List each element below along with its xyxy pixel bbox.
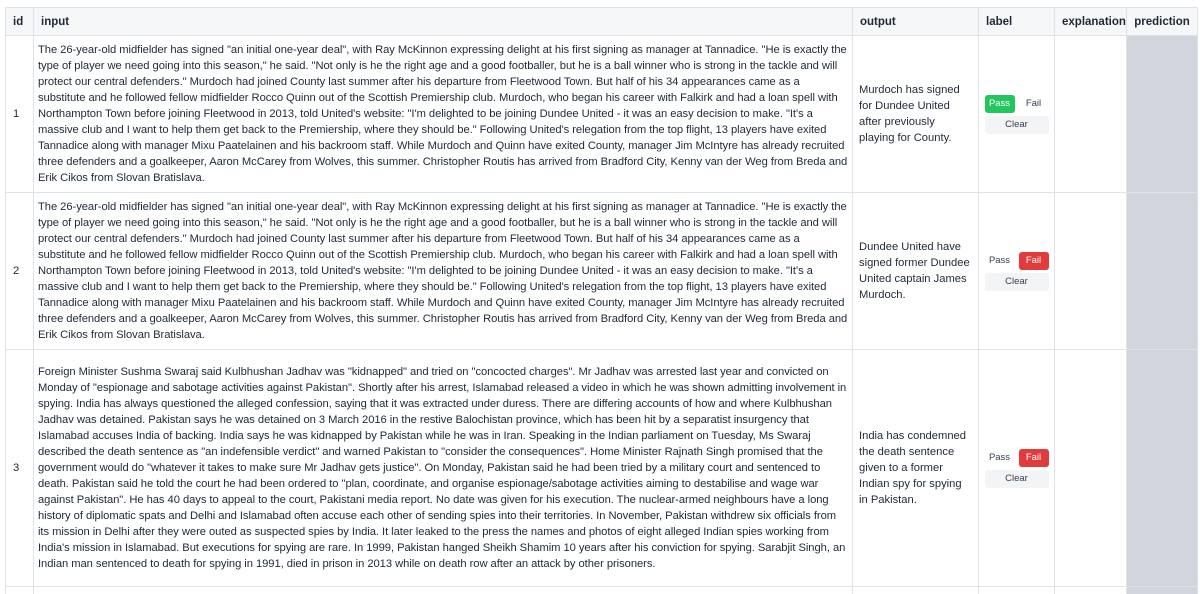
label-pass-fail-group bbox=[985, 95, 1049, 113]
row-input-cell bbox=[34, 587, 853, 594]
table-row bbox=[6, 350, 1198, 587]
table-row bbox=[6, 193, 1198, 350]
row-explanation-cell[interactable] bbox=[1055, 350, 1127, 587]
row-prediction-cell bbox=[1127, 36, 1198, 193]
row-label-cell bbox=[979, 193, 1055, 350]
row-explanation-cell[interactable] bbox=[1055, 193, 1127, 350]
row-id-cell bbox=[6, 587, 34, 594]
table-row bbox=[6, 36, 1198, 193]
row-prediction-cell bbox=[1127, 587, 1198, 594]
table-row-partial bbox=[6, 587, 1198, 594]
row-id-cell: 1 bbox=[6, 36, 34, 193]
column-header-label: label bbox=[979, 8, 1055, 36]
row-prediction-cell bbox=[1127, 350, 1198, 587]
fail-button[interactable]: Fail bbox=[1019, 449, 1049, 467]
pass-button[interactable]: Pass bbox=[985, 449, 1015, 467]
column-header-explanation: explanation bbox=[1055, 8, 1127, 36]
row-output-cell: Dundee United have signed former Dundee United captain James Murdoch. bbox=[853, 193, 979, 350]
label-controls bbox=[985, 252, 1049, 291]
fail-button[interactable]: Fail bbox=[1019, 252, 1049, 270]
column-header-output: output bbox=[853, 8, 979, 36]
row-id-cell: 2 bbox=[6, 193, 34, 350]
column-header-id: id bbox=[6, 8, 34, 36]
table-header-row bbox=[6, 8, 1198, 36]
row-label-cell bbox=[979, 587, 1055, 594]
annotation-table bbox=[5, 7, 1198, 594]
column-header-prediction: prediction bbox=[1127, 8, 1198, 36]
label-pass-fail-group bbox=[985, 449, 1049, 467]
row-label-cell bbox=[979, 350, 1055, 587]
row-prediction-cell bbox=[1127, 193, 1198, 350]
row-explanation-cell[interactable] bbox=[1055, 36, 1127, 193]
row-label-cell bbox=[979, 36, 1055, 193]
clear-button[interactable]: Clear bbox=[985, 470, 1049, 488]
row-id-cell: 3 bbox=[6, 350, 34, 587]
row-output-cell bbox=[853, 587, 979, 594]
row-output-cell: India has condemned the death sentence given to a former Indian spy for spying in Pakistan. bbox=[853, 350, 979, 587]
row-explanation-cell[interactable] bbox=[1055, 587, 1127, 594]
row-input-cell: Foreign Minister Sushma Swaraj said Kulbhushan Jadhav was "kidnapped" and tried on "concocted charges". Mr Jadhav was arrested last year and convicted on Monday of "espionage and sabotage activities against Pakistan". Shortly after his arrest, Islamabad released a video in which he was shown admitting involvement in spying. India has always questioned the alleged confession, saying that it was extracted under duress. There are differing accounts of how and where Kulbhushan Jadhav was detained. Pakistan says he was detained on 3 March 2016 in the restive Balochistan province, which has been hit by a separatist insurgency that Islamabad accuses India of backing. India says he was kidnapped by Pakistan while he was in Iran. Speaking in the Indian parliament on Tuesday, Ms Swaraj described the death sentence as "an indefensible verdict" and warned Pakistan to "consider the consequences". Home Minister Rajnath Singh promised that the government would do "whatever it takes to make sure Mr Jadhav gets justice". On Monday, Pakistan said he had been tried by a military court and sentenced to death. Pakistan said he told the court he had been ordered to "plan, coordinate, and organise espionage/sabotage activities aiming to destabilise and wage war against Pakistan". He has 40 days to appeal to the court, Pakistani media report. No date was given for his execution. The nuclear-armed neighbours have a long history of diplomatic spats and Delhi and Islamabad often accuse each other of sending spies into their territories. In November, Pakistan withdrew six officials from its mission in Delhi after they were outed as suspected spies by India. It later leaked to the press the names and photos of eight alleged Indian spies working from India's mission in Islamabad. But executions for spying are rare. In 1999, Pakistan hanged Sheikh Shamim 10 years after his conviction for spying. Sarabjit Singh, an Indian man sentenced to death for spying in 1991, died in prison in 2013 while on death row after an attack by other prisoners. bbox=[34, 350, 853, 587]
label-pass-fail-group bbox=[985, 252, 1049, 270]
fail-button[interactable]: Fail bbox=[1019, 95, 1049, 113]
row-input-cell: The 26-year-old midfielder has signed "an initial one-year deal", with Ray McKinnon expressing delight at his first signing as manager at Tannadice. "He is exactly the type of player we need going into this season," he said. "Not only is he the right age and a good footballer, but he is a ball winner who is strong in the tackle and will protect our central defenders." Murdoch had joined County last summer after his departure from Fleetwood Town. But half of his 34 appearances came as a substitute and he followed fellow midfielder Rocco Quinn out of the Scottish Premiership club. Murdoch, who began his career with Falkirk and had a loan spell with Northampton Town before joining Fleetwood in 2013, told United's website: "I'm delighted to be joining Dundee United - it was an easy decision to make. "It's a massive club and I want to help them get back to the Premiership, where they should be." Following United's relegation from the top flight, 13 players have exited Tannadice along with manager Mixu Paatelainen and his backroom staff. While Murdoch and Quinn have exited County, manager Jim McIntyre has already recruited three defenders and a goalkeeper, Aaron McCarey from Wolves, this summer. Christopher Routis has arrived from Bradford City, Kenny van der Weg from Breda and Erik Cikos from Slovan Bratislava. bbox=[34, 193, 853, 350]
clear-button[interactable]: Clear bbox=[985, 273, 1049, 291]
pass-button[interactable]: Pass bbox=[985, 95, 1015, 113]
label-controls bbox=[985, 449, 1049, 488]
label-controls bbox=[985, 95, 1049, 134]
clear-button[interactable]: Clear bbox=[985, 116, 1049, 134]
pass-button[interactable]: Pass bbox=[985, 252, 1015, 270]
row-output-cell: Murdoch has signed for Dundee United after previously playing for County. bbox=[853, 36, 979, 193]
column-header-input: input bbox=[34, 8, 853, 36]
row-input-cell: The 26-year-old midfielder has signed "an initial one-year deal", with Ray McKinnon expressing delight at his first signing as manager at Tannadice. "He is exactly the type of player we need going into this season," he said. "Not only is he the right age and a good footballer, but he is a ball winner who is strong in the tackle and will protect our central defenders." Murdoch had joined County last summer after his departure from Fleetwood Town. But half of his 34 appearances came as a substitute and he followed fellow midfielder Rocco Quinn out of the Scottish Premiership club. Murdoch, who began his career with Falkirk and had a loan spell with Northampton Town before joining Fleetwood in 2013, told United's website: "I'm delighted to be joining Dundee United - it was an easy decision to make. "It's a massive club and I want to help them get back to the Premiership, where they should be." Following United's relegation from the top flight, 13 players have exited Tannadice along with manager Mixu Paatelainen and his backroom staff. While Murdoch and Quinn have exited County, manager Jim McIntyre has already recruited three defenders and a goalkeeper, Aaron McCarey from Wolves, this summer. Christopher Routis has arrived from Bradford City, Kenny van der Weg from Breda and Erik Cikos from Slovan Bratislava. bbox=[34, 36, 853, 193]
